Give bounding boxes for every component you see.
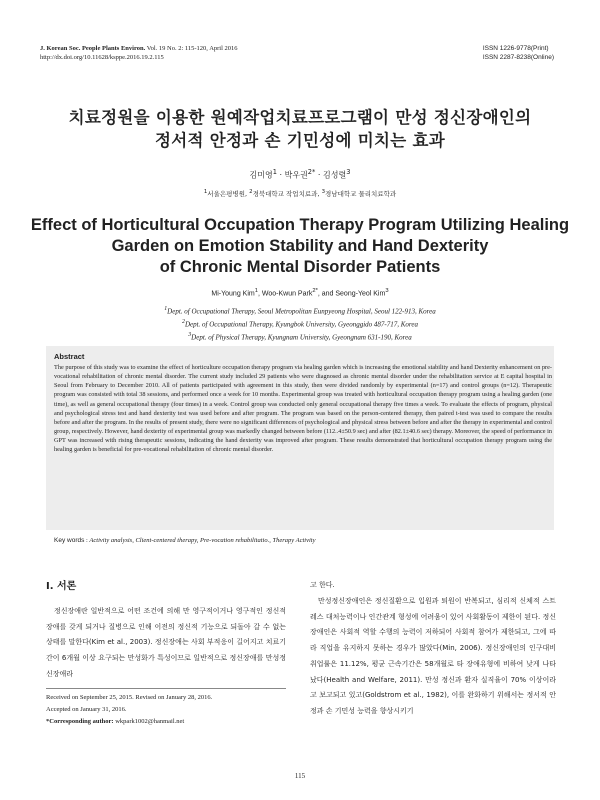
received-date: Received on September 25, 2015. Revised on January 28, 2016. — [46, 694, 213, 701]
keywords-colon: : — [84, 537, 90, 544]
corresponding-mark: * — [315, 288, 318, 294]
doi-link[interactable]: http://dx.doi.org/10.11628/ksppe.2016.19.2.115 — [40, 54, 164, 61]
author-sup: 1 — [272, 168, 277, 176]
author-separator: , and — [317, 290, 336, 298]
author-separator: · — [276, 170, 285, 180]
issn-online: ISSN 2287-8238(Online) — [482, 54, 554, 61]
footnote-divider — [46, 688, 286, 689]
journal-header — [40, 44, 238, 62]
korean-title-line-2: 정서적 안정과 손 기민성에 미치는 효과 — [154, 131, 446, 150]
author-sup: 2* — [307, 168, 316, 176]
english-authors — [0, 288, 600, 297]
affiliation-text: 경북대학교 작업치료과, — [252, 190, 322, 199]
author-name: 박우권 — [284, 170, 308, 180]
page-number: 115 — [294, 772, 306, 780]
author-name: 김미영 — [249, 170, 273, 180]
body-column-2-line: 고 한다. — [310, 581, 335, 589]
corresponding-label: *Corresponding author: — [46, 718, 114, 725]
keywords — [54, 537, 554, 544]
journal-citation — [40, 44, 238, 53]
affiliation-sup: 3 — [321, 189, 326, 195]
author-sup: 1 — [254, 288, 258, 294]
affiliation-text: 경남대학교 물리치료학과 — [325, 190, 397, 199]
english-title-line-2: Garden on Emotion Stability and Hand Dexterity — [111, 237, 489, 255]
affiliation-line: $^2$Dept. of Occupational Therapy, Kyungbok University, Gyeonggido 487-717, Korea — [182, 318, 418, 329]
abstract-heading: Abstract — [54, 352, 85, 361]
journal-name: J. Korean Soc. People Plants Environ. — [40, 45, 146, 52]
affiliation-text: 서울은평병원, — [207, 190, 250, 199]
corresponding-author — [46, 716, 296, 728]
author-name: 김성렬 — [323, 170, 347, 180]
issn-block — [483, 44, 554, 62]
english-title-line-1: Effect of Horticultural Occupation Therapy Program Utilizing Healing — [30, 216, 570, 234]
author-name: Woo-Kwun Park — [261, 290, 313, 298]
accepted-date: Accepted on January 31, 2016. — [46, 706, 127, 713]
korean-affiliations — [0, 189, 600, 198]
author-separator: · — [315, 170, 324, 180]
affiliation-line: $^1$Dept. of Occupational Therapy, Seoul Metropolitan Eunpyeong Hospital, Seoul 122-913, Korea — [164, 306, 436, 316]
abstract-text: The purpose of this study was to examine the effect of horticulture occupation therapy program via healing garden which is increasing the emotional stability and hand Dexterity enhancement on pre-vocational rehabilitation of chronic mental disorder. The current study included 29 patients who were diagnosed as chronic mental disorder under the rehabilitation service at E capital hospital in Seoul from February to December 2010. All of patients participated with agreement in this study, then were divided randomly by experimental (n=17) and control groups (n=12). Therapeutic program was consisted with total 38 sessions, and performed once a week for 10 months. Experimental group was treated with horticultural occupation therapy program using a healing garden (one time), as well as general occupational therapy (four times) in a week. Control group was conducted only general occupational therapy five times a week. To evaluate the effects of program, physical and psychological stress test and hand dexterity test was used before and after program. The program was based on the person-centered therapy, then paired t-test was used to compare the results before and after the program. In the results of present study, there were no significant differences of psychological and physical stress between before and after the therapy in experimental and control group, respectively. However, hand dexterity of experimental group was markedly changed between before (112..4±50.9 sec) and after (82.1±40.6 sec) therapy. Moreover, the speed of performance in GPT was increased with rising therapeutic sessions, indicating the hand dexterity was improved after program. These results demonstrated that horticultural occupation therapy program using the healing garden is beneficial for pre-vocational rehabilitation of chronic mental disorder. — [54, 364, 552, 454]
author-separator: , — [257, 290, 262, 298]
author-sup: 2* — [312, 288, 318, 294]
affiliation-line: $^3$Dept. of Physical Therapy, Kyungnam University, Gyeongnam 631-190, Korea — [188, 331, 412, 341]
footnotes — [46, 692, 296, 728]
korean-title-line-1: 치료정원을 이용한 원예작업치료프로그램이 만성 정신장애인의 — [68, 108, 532, 127]
english-title — [20, 215, 580, 278]
author-sup: 3 — [346, 168, 351, 176]
volume-info: Vol. 19 No. 2: 115-120, April 2016 — [145, 45, 238, 52]
english-title-line-3: of Chronic Mental Disorder Patients — [159, 258, 441, 276]
affiliation-sup: 1 — [203, 189, 208, 195]
body-column-1: 정신장애란 일반적으로 어떤 조건에 의해 만 영구적이거나 영구적인 정신적 장애를 갖게 되거나 질병으로 인해 이전의 정신적 기능으로 되돌아 갈 수 없는 상태를 말한다(Kim et al., 2003). 정신장애는 사회 부적응이 길어지고 치료기간이 6개월 이상 요구되는 만성화가 특성이므로 일반적으로 정신장애를 만성정신장애라 — [46, 607, 286, 678]
corresponding-email[interactable]: wkpark1002@hanmail.net — [113, 718, 185, 725]
keywords-value: Activity analysis, Client-centered therapy, Pre-vocation rehabilitatio., Therapy Activity — [89, 537, 316, 544]
issn-print: ISSN 1226-9778(Print) — [482, 45, 549, 52]
body-column-2: 만성정신장애인은 정신질환으로 입원과 퇴원이 반복되고, 심리적 신체적 스트레스 대처능력이나 인간관계 형성에 어려움이 있어 사회활동이 제한이 된다. 정신장애인은 사회적 역할 수행의 능력이 저하되어 사회적 참여가 제한되고, 그에 따라 직업을 유지하지 못하는 경우가 많았다(Min, 2006). 정신장애인의 인구대비 취업률은 11.12%, 평균 근속기간은 58개월로 타 장애유형에 비하여 낮게 나타났다(Health and Welfare, 2011). 만성 정신과 환자 실직율이 70% 이상이라고 보고되고 있고(Goldstrom et al., 1982), 이를 완화하기 위해서는 정서적 안정과 손 기민성 능력을 향상시키기 — [310, 597, 556, 715]
english-affiliations — [0, 304, 600, 342]
keywords-label: Key words — [54, 537, 85, 544]
korean-title — [0, 106, 600, 152]
affiliation-sup: 2 — [249, 189, 253, 195]
section-heading: Ⅰ. 서론 — [46, 581, 77, 592]
author-name: Mi-Young Kim — [211, 290, 255, 298]
corresponding-mark: * — [312, 168, 316, 176]
author-sup: 3 — [385, 288, 389, 294]
author-name: Seong-Yeol Kim — [335, 290, 386, 298]
korean-authors — [0, 168, 600, 181]
